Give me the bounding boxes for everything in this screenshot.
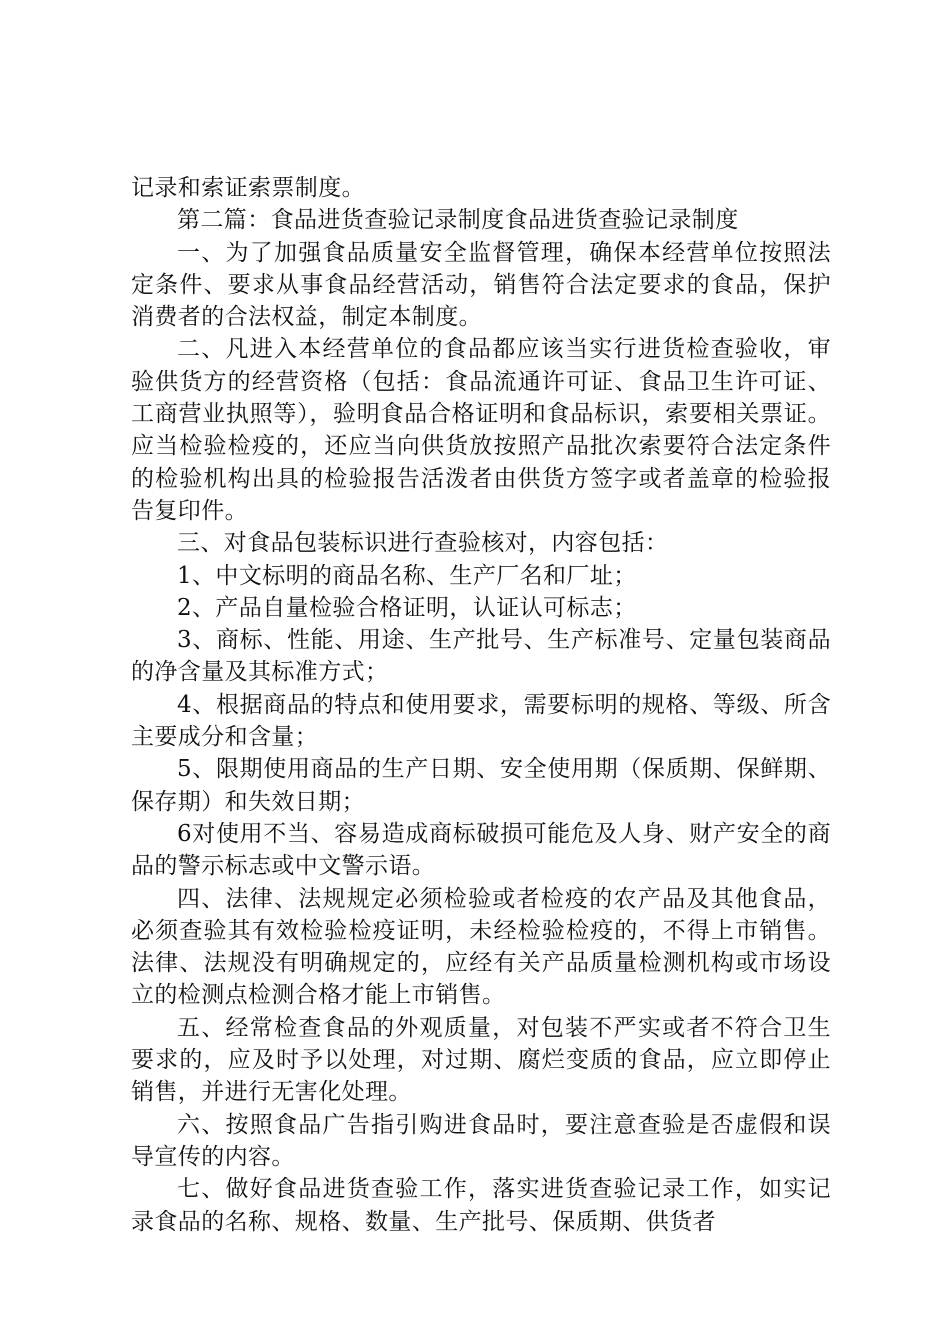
list-item-1: 1、中文标明的商品名称、生产厂名和厂址；	[177, 562, 637, 589]
list-item-3: 3、商标、性能、用途、生产批号、生产标准号、定量包装商品的净含量及其标准方式；	[131, 627, 831, 686]
list-item-5: 5、限期使用商品的生产日期、安全使用期（保质期、保鲜期、保存期）和失效日期；	[131, 756, 831, 815]
paragraph-clause-1: 一、为了加强食品质量安全监督管理，确保本经营单位按照法定条件、要求从事食品经营活动，销售符合法定要求的食品，保护消费者的合法权益，制定本制度。	[131, 239, 831, 331]
section-heading: 第二篇：食品进货查验记录制度食品进货查验记录制度	[177, 207, 739, 234]
paragraph-clause-4: 四、法律、法规规定必须检验或者检疫的农产品及其他食品，必须查验其有效检验检疫证明，未经检验检疫的，不得上市销售。法律、法规没有明确规定的，应经有关产品质量检测机构或市场设立的检测点检测合格才能上市销售。	[131, 885, 831, 1009]
paragraph-clause-7: 七、做好食品进货查验工作，落实进货查验记录工作，如实记录食品的名称、规格、数量、生产批号、保质期、供货者	[131, 1176, 831, 1235]
list-item-2: 2、产品自量检验合格证明，认证认可标志；	[177, 594, 637, 621]
list-item-6: 6对使用不当、容易造成商标破损可能危及人身、财产安全的商品的警示标志或中文警示语。	[131, 820, 831, 880]
paragraph-clause-6: 六、按照食品广告指引购进食品时，要注意查验是否虚假和误导宣传的内容。	[131, 1111, 831, 1170]
document-body	[131, 172, 831, 1238]
paragraph-clause-2: 二、凡进入本经营单位的食品都应该当实行进货检查验收，审验供货方的经营资格（包括：食品流通许可证、食品卫生许可证、工商营业执照等），验明食品合格证明和食品标识，索要相关票证。应当检验检疫的，还应当向供货放按照产品批次索要符合法定条件的检验机构出具的检验报告活泼者由供货方签字或者盖章的检验报告复印件。	[131, 336, 831, 524]
paragraph-clause-3: 三、对食品包装标识进行查验核对，内容包括：	[177, 530, 669, 557]
paragraph-clause-5: 五、经常检查食品的外观质量，对包装不严实或者不符合卫生要求的，应及时予以处理，对过期、腐烂变质的食品，应立即停止销售，并进行无害化处理。	[131, 1014, 831, 1106]
paragraph-continuation: 记录和索证索票制度。	[131, 175, 365, 201]
list-item-4: 4、根据商品的特点和使用要求，需要标明的规格、等级、所含主要成分和含量；	[131, 691, 831, 751]
